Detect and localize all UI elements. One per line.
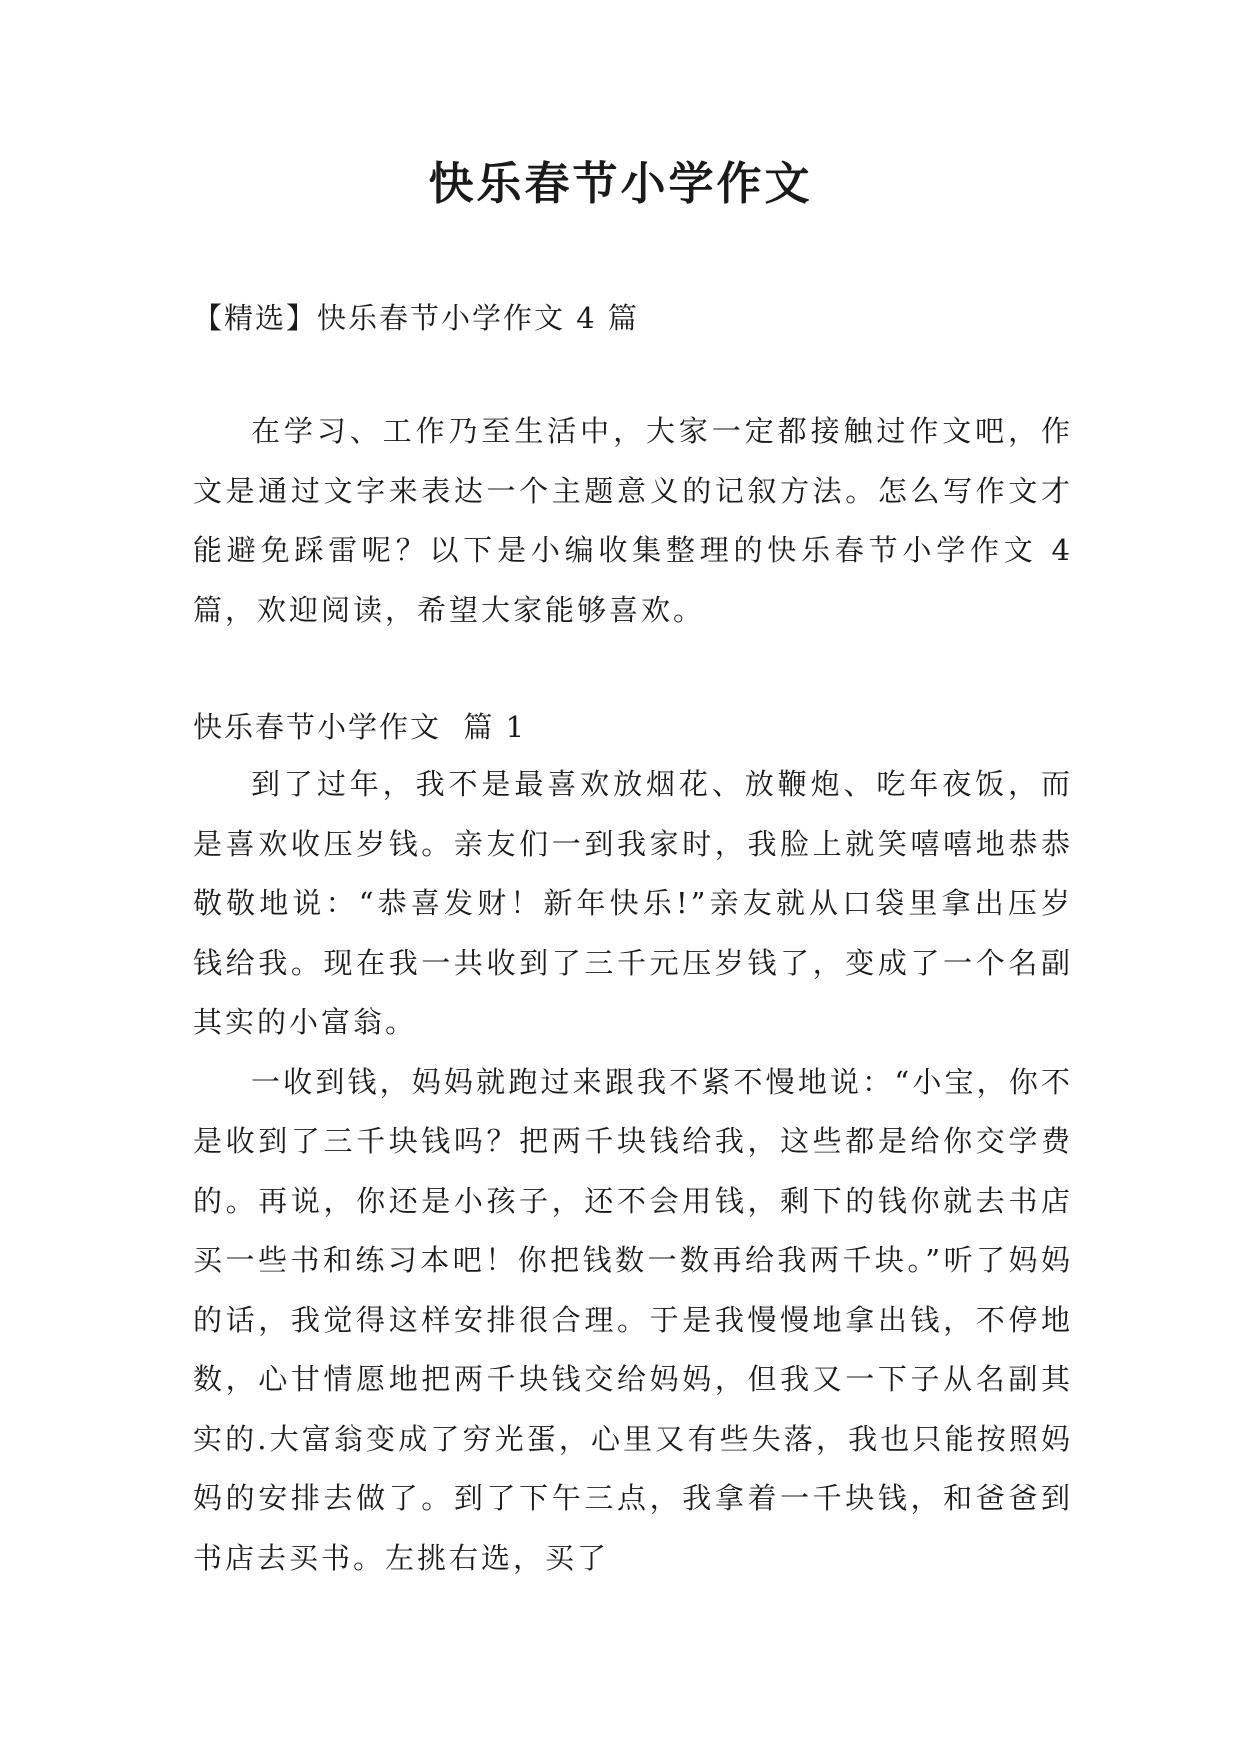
document-subtitle: 【精选】快乐春节小学作文 4 篇 (193, 301, 639, 335)
intro-paragraph: 在学习、工作乃至生活中，大家一定都接触过作文吧，作文是通过文字来表达一个主题意义的记叙方法。怎么写作文才能避免踩雷呢？以下是小编收集整理的快乐春节小学作文 4 篇，欢迎阅读，希望大家能够喜欢。 (193, 414, 1073, 627)
intro-block (193, 402, 1073, 640)
essay-paragraph-1: 到了过年，我不是最喜欢放烟花、放鞭炮、吃年夜饭，而是喜欢收压岁钱。亲友们一到我家时，我脸上就笑嘻嘻地恭恭敬敬地说：“恭喜发财！新年快乐!”亲友就从口袋里拿出压岁钱给我。现在我一共收到了三千元压岁钱了，变成了一个名副其实的小富翁。 (193, 767, 1073, 1039)
essay-paragraph-2: 一收到钱，妈妈就跑过来跟我不紧不慢地说：“小宝，你不是收到了三千块钱吗？把两千块钱给我，这些都是给你交学费的。再说，你还是小孩子，还不会用钱，剩下的钱你就去书店买一些书和练习本吧！你把钱数一数再给我两千块。”听了妈妈的话，我觉得这样安排很合理。于是我慢慢地拿出钱，不停地数，心甘情愿地把两千块钱交给妈妈，但我又一下子从名副其实的.大富翁变成了穷光蛋，心里又有些失落，我也只能按照妈妈的安排去做了。到了下午三点，我拿着一千块钱，和爸爸到书店去买书。左挑右选，买了 (193, 1064, 1073, 1575)
section-heading: 快乐春节小学作文 篇 1 (193, 710, 527, 744)
essay-body (193, 755, 1073, 1588)
document-title: 快乐春节小学作文 (428, 157, 813, 210)
